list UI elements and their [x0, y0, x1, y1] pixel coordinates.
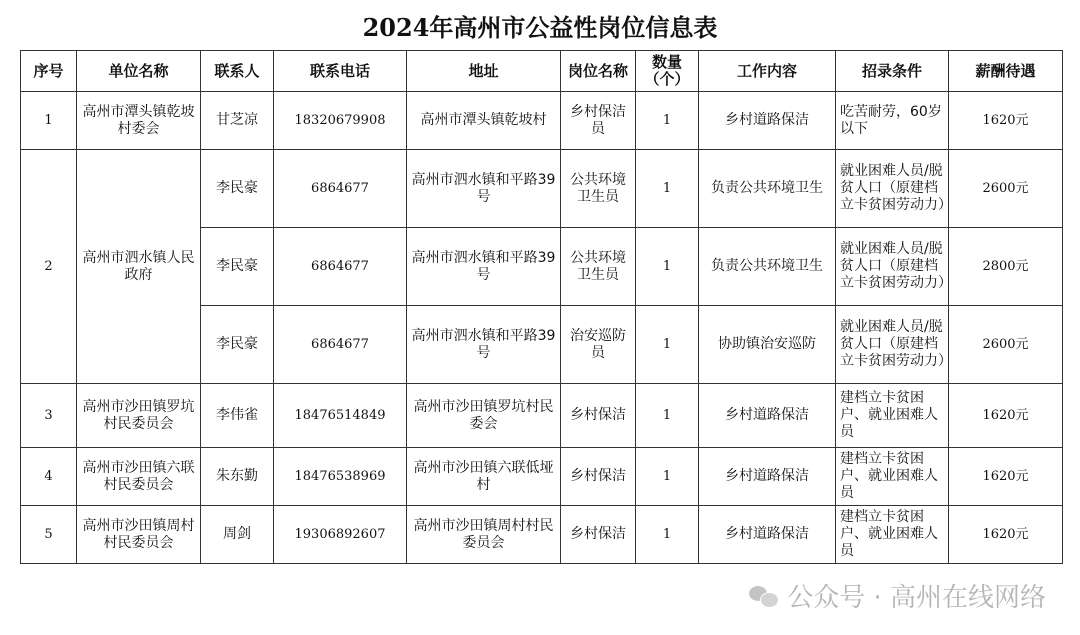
table-row	[21, 506, 1063, 564]
cell-unit: 高州市潭头镇乾坡村委会	[77, 92, 201, 150]
document-title: 2024年高州市公益性岗位信息表	[362, 13, 718, 42]
cell-requirement: 吃苦耐劳，60岁以下	[836, 92, 949, 150]
cell-position: 乡村保洁	[561, 448, 636, 506]
cell-contact: 李民豪	[201, 150, 274, 228]
header-phone: 联系电话	[274, 51, 407, 92]
cell-work: 负责公共环境卫生	[699, 150, 836, 228]
watermark-text: 公众号 · 高州在线网络	[787, 583, 1046, 613]
watermark	[749, 577, 1046, 614]
cell-contact: 李伟雀	[201, 384, 274, 448]
cell-unit: 高州市沙田镇周村村民委员会	[77, 506, 201, 564]
header-requirement: 招录条件	[836, 51, 949, 92]
header-count: 数量（个）	[636, 51, 699, 92]
cell-contact: 李民豪	[201, 306, 274, 384]
cell-address: 高州市沙田镇罗坑村民委会	[407, 384, 561, 448]
cell-requirement: 建档立卡贫困户、就业困难人员	[836, 384, 949, 448]
cell-count: 1	[636, 92, 699, 150]
cell-count: 1	[636, 506, 699, 564]
cell-salary: 1620元	[949, 506, 1063, 564]
cell-address: 高州市泗水镇和平路39号	[407, 228, 561, 306]
cell-contact: 李民豪	[201, 228, 274, 306]
cell-count: 1	[636, 306, 699, 384]
cell-contact: 周剑	[201, 506, 274, 564]
cell-work: 乡村道路保洁	[699, 384, 836, 448]
table-row	[21, 150, 1063, 228]
cell-count: 1	[636, 150, 699, 228]
cell-phone: 6864677	[274, 306, 407, 384]
cell-salary: 1620元	[949, 384, 1063, 448]
cell-position: 治安巡防员	[561, 306, 636, 384]
cell-address: 高州市潭头镇乾坡村	[407, 92, 561, 150]
cell-requirement: 就业困难人员/脱贫人口（原建档立卡贫困劳动力）	[836, 306, 949, 384]
table-row	[21, 448, 1063, 506]
cell-work: 乡村道路保洁	[699, 506, 836, 564]
cell-count: 1	[636, 384, 699, 448]
cell-position: 乡村保洁	[561, 384, 636, 448]
cell-requirement: 就业困难人员/脱贫人口（原建档立卡贫困劳动力）	[836, 228, 949, 306]
table-row	[21, 92, 1063, 150]
header-seq: 序号	[21, 51, 77, 92]
cell-address: 高州市沙田镇六联低垭村	[407, 448, 561, 506]
header-unit: 单位名称	[77, 51, 201, 92]
cell-unit: 高州市沙田镇六联村民委员会	[77, 448, 201, 506]
cell-position: 公共环境卫生员	[561, 150, 636, 228]
cell-phone: 18476538969	[274, 448, 407, 506]
cell-address: 高州市泗水镇和平路39号	[407, 150, 561, 228]
cell-phone: 18476514849	[274, 384, 407, 448]
header-address: 地址	[407, 51, 561, 92]
cell-contact: 甘芝凉	[201, 92, 274, 150]
cell-salary: 1620元	[949, 92, 1063, 150]
cell-position: 公共环境卫生员	[561, 228, 636, 306]
cell-phone: 6864677	[274, 150, 407, 228]
cell-seq: 1	[21, 92, 77, 150]
cell-address: 高州市泗水镇和平路39号	[407, 306, 561, 384]
cell-contact: 朱东勤	[201, 448, 274, 506]
cell-salary: 1620元	[949, 448, 1063, 506]
cell-position: 乡村保洁	[561, 506, 636, 564]
cell-unit: 高州市沙田镇罗坑村民委员会	[77, 384, 201, 448]
cell-seq: 4	[21, 448, 77, 506]
cell-work: 乡村道路保洁	[699, 92, 836, 150]
cell-salary: 2600元	[949, 150, 1063, 228]
header-position: 岗位名称	[561, 51, 636, 92]
wechat-icon	[749, 584, 779, 608]
header-work: 工作内容	[699, 51, 836, 92]
cell-seq: 2	[21, 150, 77, 384]
cell-work: 协助镇治安巡防	[699, 306, 836, 384]
cell-position: 乡村保洁员	[561, 92, 636, 150]
header-row	[21, 51, 1063, 92]
cell-count: 1	[636, 228, 699, 306]
cell-work: 负责公共环境卫生	[699, 228, 836, 306]
cell-address: 高州市沙田镇周村村民委员会	[407, 506, 561, 564]
cell-phone: 18320679908	[274, 92, 407, 150]
cell-requirement: 建档立卡贫困户、就业困难人员	[836, 448, 949, 506]
cell-count: 1	[636, 448, 699, 506]
cell-unit: 高州市泗水镇人民政府	[77, 150, 201, 384]
cell-phone: 6864677	[274, 228, 407, 306]
cell-salary: 2800元	[949, 228, 1063, 306]
cell-seq: 3	[21, 384, 77, 448]
cell-phone: 19306892607	[274, 506, 407, 564]
cell-requirement: 就业困难人员/脱贫人口（原建档立卡贫困劳动力）	[836, 150, 949, 228]
cell-seq: 5	[21, 506, 77, 564]
header-contact: 联系人	[201, 51, 274, 92]
cell-requirement: 建档立卡贫困户、就业困难人员	[836, 506, 949, 564]
cell-salary: 2600元	[949, 306, 1063, 384]
header-salary: 薪酬待遇	[949, 51, 1063, 92]
cell-work: 乡村道路保洁	[699, 448, 836, 506]
job-table	[20, 50, 1063, 564]
table-row	[21, 384, 1063, 448]
